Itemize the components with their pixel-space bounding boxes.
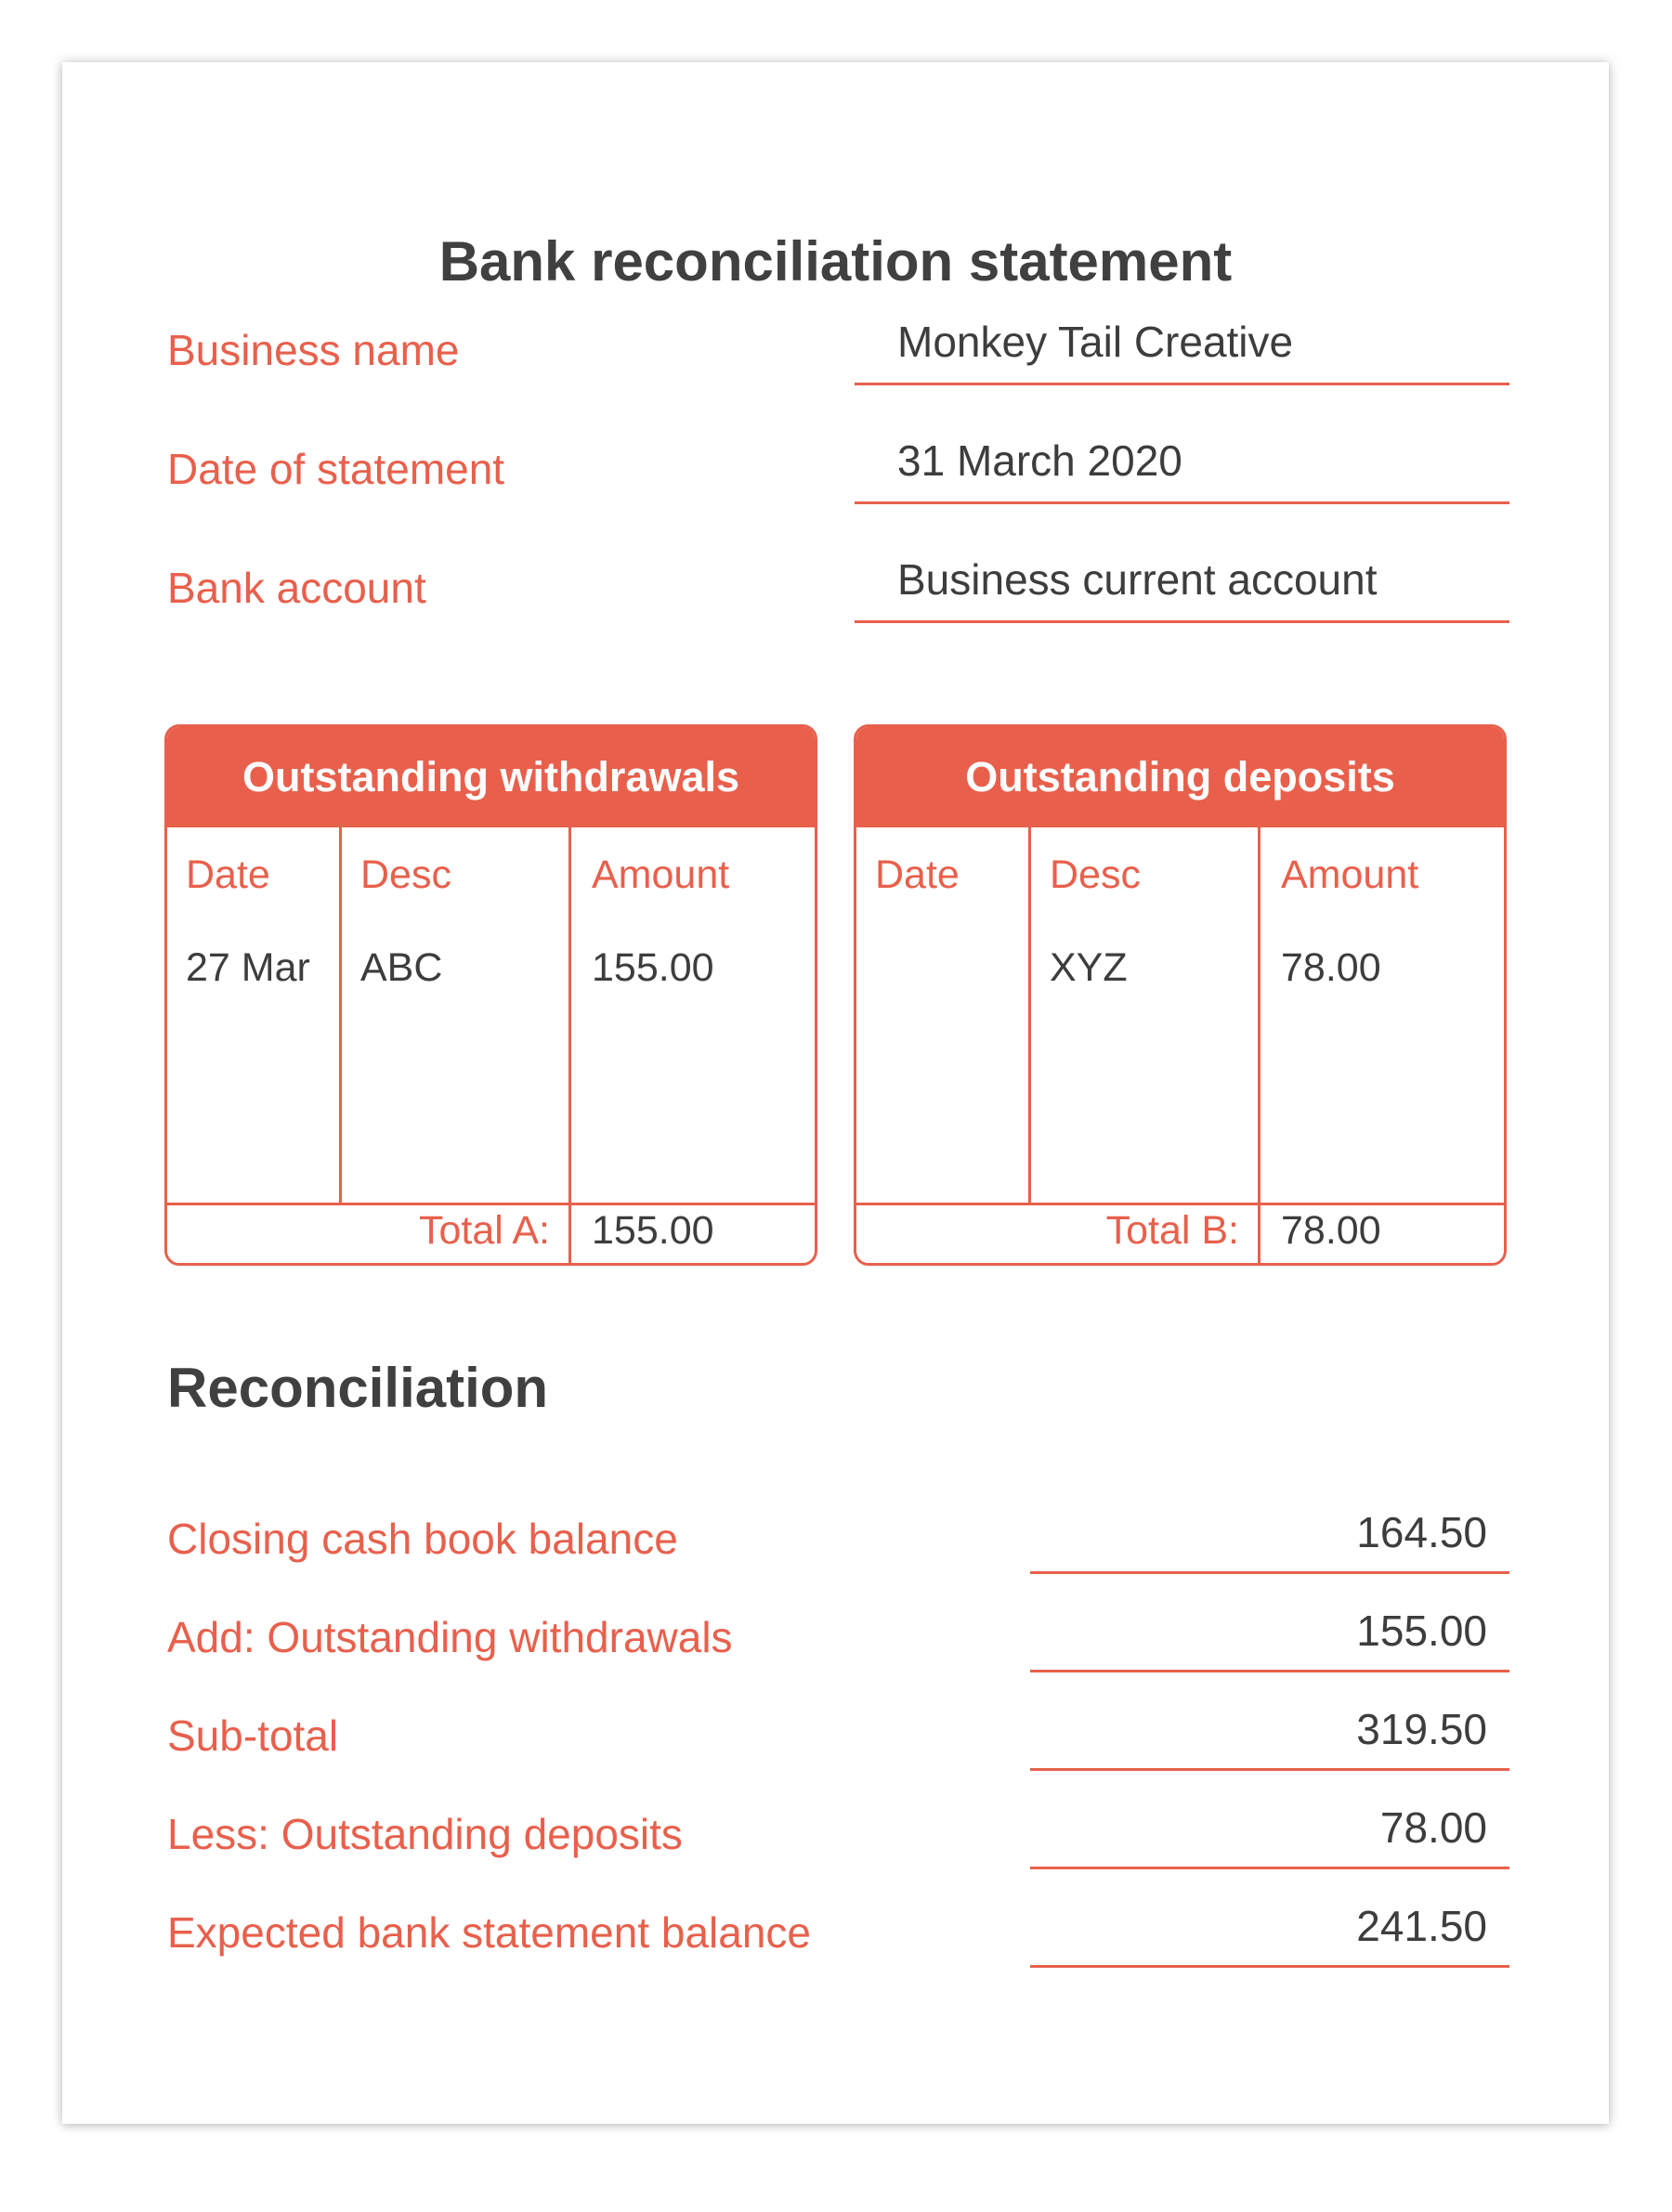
statement-date-label: Date of statement <box>167 445 505 493</box>
business-name-value: Monkey Tail Creative <box>855 319 1509 385</box>
bank-account-value: Business current account <box>855 556 1509 623</box>
deposits-row-desc: XYZ <box>1050 945 1128 990</box>
deposits-divider-date <box>1028 827 1031 1203</box>
deposits-table-title: Outstanding deposits <box>856 727 1504 827</box>
document-title: Bank reconciliation statement <box>438 230 1233 293</box>
withdrawals-table <box>164 724 817 1266</box>
deposits-divider-amount <box>1258 827 1261 1263</box>
deposits-col-amount: Amount <box>1281 852 1419 897</box>
add-withdrawals-value: 155.00 <box>1030 1607 1509 1672</box>
business-name-label: Business name <box>167 326 460 374</box>
deposits-total-label: Total B: <box>1105 1208 1239 1253</box>
less-deposits-label: Less: Outstanding deposits <box>167 1810 683 1858</box>
withdrawals-row-amount: 155.00 <box>592 945 714 990</box>
deposits-total-divider <box>856 1203 1504 1205</box>
withdrawals-col-desc: Desc <box>360 852 451 897</box>
deposits-col-date: Date <box>875 852 960 897</box>
closing-cash-book-label: Closing cash book balance <box>167 1515 678 1563</box>
deposits-total-value: 78.00 <box>1281 1208 1381 1253</box>
expected-balance-label: Expected bank statement balance <box>167 1908 812 1957</box>
reconciliation-title: Reconciliation <box>167 1357 549 1419</box>
less-deposits-value: 78.00 <box>1030 1804 1509 1869</box>
withdrawals-total-divider <box>167 1203 815 1205</box>
deposits-col-desc: Desc <box>1050 852 1141 897</box>
deposits-table <box>854 724 1507 1266</box>
bank-account-label: Bank account <box>167 564 426 612</box>
statement-date-value: 31 March 2020 <box>855 437 1509 504</box>
expected-balance-value: 241.50 <box>1030 1903 1509 1968</box>
withdrawals-row-desc: ABC <box>360 945 443 990</box>
deposits-row-amount: 78.00 <box>1281 945 1381 990</box>
withdrawals-divider-amount <box>568 827 571 1263</box>
document-sheet <box>62 62 1609 2124</box>
sub-total-value: 319.50 <box>1030 1706 1509 1771</box>
withdrawals-total-value: 155.00 <box>592 1208 714 1253</box>
withdrawals-col-date: Date <box>186 852 270 897</box>
withdrawals-table-title: Outstanding withdrawals <box>167 727 815 827</box>
withdrawals-divider-date <box>339 827 342 1203</box>
withdrawals-total-label: Total A: <box>418 1208 550 1253</box>
sub-total-label: Sub-total <box>167 1711 339 1760</box>
withdrawals-col-amount: Amount <box>592 852 730 897</box>
add-withdrawals-label: Add: Outstanding withdrawals <box>167 1613 733 1661</box>
closing-cash-book-value: 164.50 <box>1030 1509 1509 1574</box>
withdrawals-row-date: 27 Mar <box>186 945 310 990</box>
